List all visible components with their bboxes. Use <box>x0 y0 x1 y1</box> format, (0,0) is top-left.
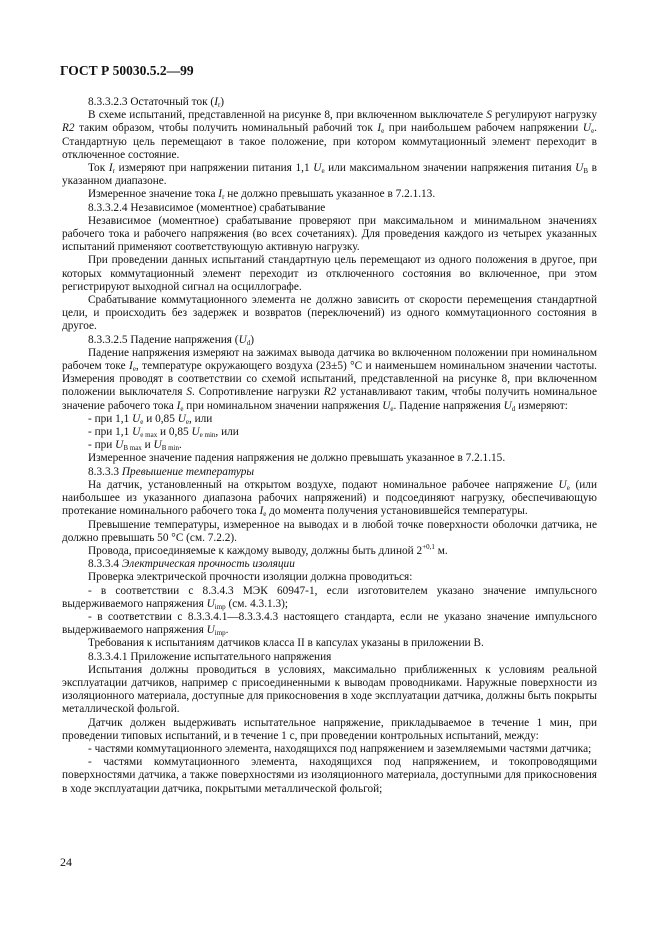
list-item: - в соответствии с 8.3.4.3 МЭК 60947-1, если изготовителем указано значение импульсного выдерживаемого напряжения $U_{imp}$ (см. 4.3.1.3); <box>62 584 597 611</box>
paragraph: Требования к испытаниям датчиков класса II в капсулах указаны в приложении В. <box>88 637 484 650</box>
paragraph: Испытания должны проводиться в условиях, максимально приближенных к условиям реальной эксплуатации датчиков, например с присоединенными к выводам проводниками. Наружные поверхности из изоляционного материала, доступные для прикосновения в ходе эксплуатации датчика, должны быть покрыты металлической фольгой. <box>62 663 597 716</box>
list-item: - частями коммутационного элемента, находящихся под напряжением, и токопроводящими поверхностями датчика, а также поверхностями из изоляционного материала, доступными для прикосновения в ходе эксплуатации датчика, покрытыми металлической фольгой; <box>62 756 597 795</box>
section-heading: 8.3.3.2.5 Падение напряжения $(U_d)$ <box>88 333 255 347</box>
paragraph: Падение напряжения измеряют на зажимах вывода датчика во включенном положении при номинальном рабочем токе $I_e$, температуре окружающего воздуха (23±5) °С и наименьшем номинальном значении частоты. Измерения проводят в соответствии со схемой испытаний, представленной на рисунке 8, при включенном положении выключателя S. Сопротивление нагрузки R2 устанавливают таким, чтобы получить номинальное значение рабочего тока $I_e$ при номинальном значении напряжения $U_e$. Падение напряжения $U_d$ измеряют: <box>62 346 597 413</box>
document-header: ГОСТ Р 50030.5.2—99 <box>60 63 194 78</box>
paragraph: При проведении данных испытаний стандартную цель перемещают из одного положения в другое, при которых коммутационный элемент переходит из отключенного состояния во включенное, при этом регистрируют выходной сигнал на осциллографе. <box>62 254 597 293</box>
paragraph: Датчик должен выдерживать испытательное напряжение, прикладываемое в течение 1 мин, при проведении типовых испытаний, и в течение 1 с, при проведении контрольных испытаний, между: <box>62 716 597 742</box>
list-item: - в соответствии с 8.3.3.4.1—8.3.3.4.3 настоящего стандарта, если не указано значение импульсного выдерживаемого напряжения $U_{imp}$. <box>62 610 597 638</box>
list-item: - частями коммутационного элемента, находящихся под напряжением и заземляемыми частями датчика; <box>88 742 592 755</box>
paragraph: Независимое (моментное) срабатывание проверяют при максимальном и минимальном значениях рабочего тока и рабочего напряжения (во всех сочетаниях). Для проведения каждого из четырех указанных испытаний применяют соответствующую активную нагрузку. <box>62 214 597 254</box>
paragraph: Провода, присоединяемые к каждому выводу, должны быть длиной $2^{+0,1}$ м. <box>88 542 448 557</box>
section-heading: 8.3.3.4 Электрическая прочность изоляции <box>88 558 295 571</box>
section-heading: 8.3.3.4.1 Приложение испытательного напряжения <box>88 650 332 663</box>
document-body <box>62 96 597 796</box>
paragraph: Проверка электрической прочности изоляции должна проводиться: <box>88 571 413 584</box>
paragraph: На датчик, установленный на открытом воздухе, подают номинальное рабочее напряжение $U_e$ (или наибольшее из указанного диапазона рабочих напряжений) и подсоединяют нагрузку, обеспечивающую протекание номинального рабочего тока $I_e$ до момента получения установившейся температуры. <box>62 478 597 519</box>
page-number: 24 <box>60 855 72 869</box>
list-item: - при $U_{B max}$ и $U_{B min}$. <box>88 439 182 453</box>
paragraph: Ток $I_r$ измеряют при напряжении питания 1,1 $U_e$ или максимальном значении напряжения питания $U_B$ в указанном диапазоне. <box>62 162 597 188</box>
list-item: - при 1,1 $U_e$ и 0,85 $U_e$, или <box>88 412 213 426</box>
section-heading: 8.3.3.2.4 Независимое (моментное) срабатывание <box>88 201 326 214</box>
paragraph: Превышение температуры, измеренное на выводах и в любой точке поверхности оболочки датчика, не должно превышать 50 °С (см. 7.2.2). <box>62 518 597 544</box>
paragraph: 8.3.3.2.3 Остаточный ток $(I_r)$ <box>88 96 225 109</box>
list-item: - при 1,1 $U_{e max}$ и 0,85 $U_{e min}$, или <box>88 426 239 440</box>
paragraph: В схеме испытаний, представленной на рисунке 8, при включенном выключателе S регулируют нагрузку R2 таким образом, чтобы получить номинальный рабочий ток $I_e$ при наибольшем рабочем напряжении $U_e$. Стандартную цель перемещают в такое положение, при котором коммутационный элемент переходит в отключенное состояние. <box>62 109 597 161</box>
paragraph: Срабатывание коммутационного элемента не должно зависить от скорости перемещения стандартной цели, и происходить без задержек и возвратов (переключений) из одного коммутационного состояния в другое. <box>62 294 597 333</box>
section-heading: 8.3.3.3 Превышение температуры <box>88 465 254 478</box>
paragraph: Измеренное значение падения напряжения не должно превышать указанное в 7.2.1.15. <box>88 452 506 465</box>
paragraph: Измеренное значение тока $I_r$ не должно превышать указанное в 7.2.1.13. <box>88 188 436 202</box>
